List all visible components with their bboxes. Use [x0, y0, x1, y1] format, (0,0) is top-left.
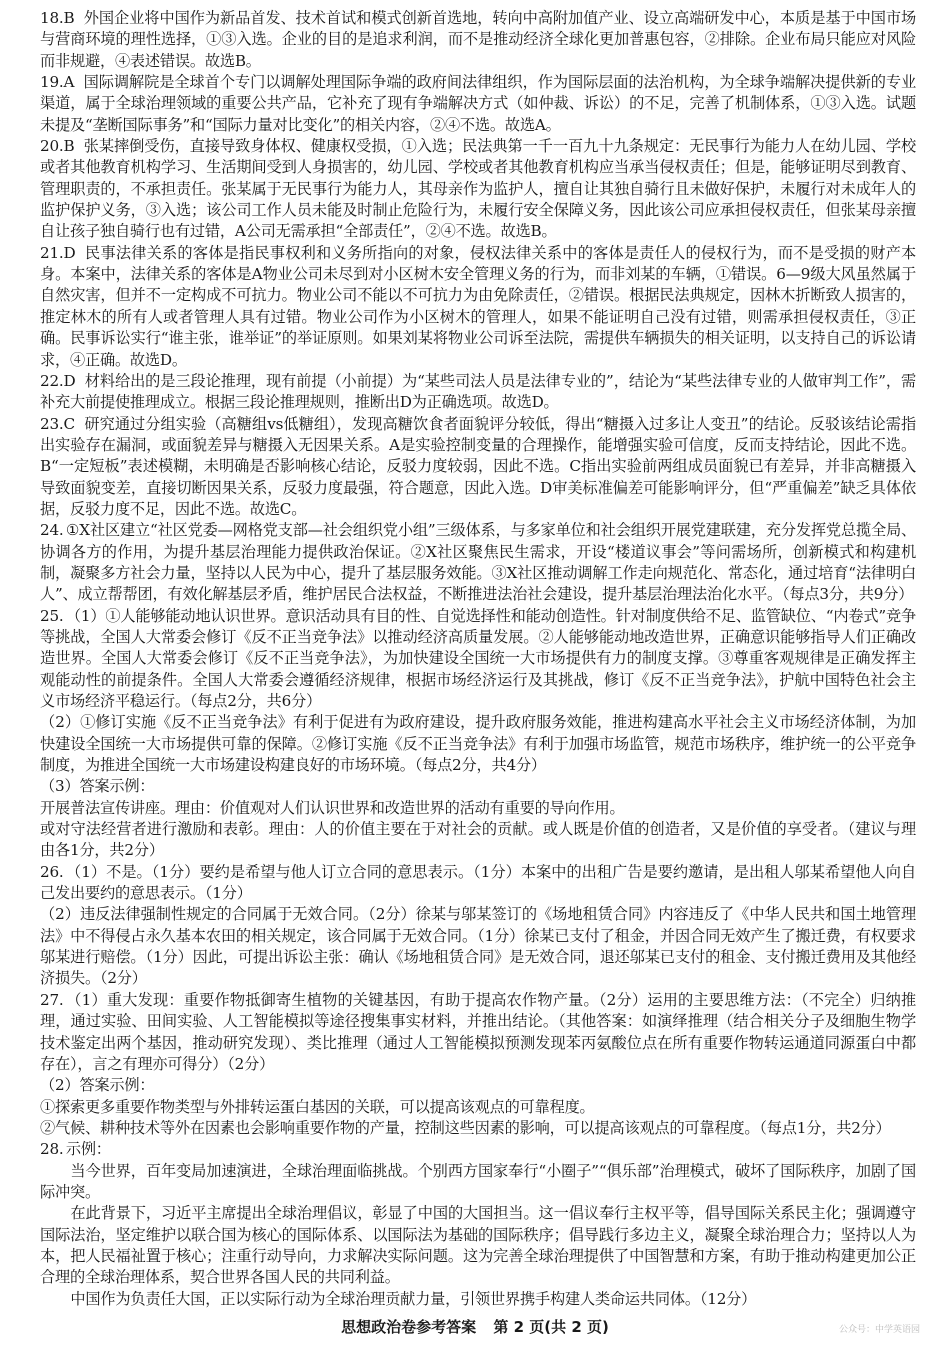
- answer-item: [40, 606, 916, 862]
- answer-item: [40, 243, 916, 371]
- answer-paragraph: [40, 798, 916, 819]
- question-number: 25.: [40, 606, 64, 625]
- answer-paragraph: [40, 904, 916, 989]
- answer-paragraph: [40, 862, 916, 905]
- answer-text: ①X社区建立“社区党委—网格党支部—社会组织党小组”三级体系，与多家单位和社会组织开展党建联建，充分发挥党总揽全局、协调各方的作用，为提升基层治理能力提供政治保证。②X社区聚焦民生需求，开设“楼道议事会”等问需场所，创新模式和构建机制，凝聚多方社会力量，坚持以人民为中心，提升了基层服务效能。③X社区推动调解工作走向规范化、常态化，通过培育“法律明白人”、成立帮帮团，有效化解基层矛盾，维护居民合法权益，不断推进法治社会建设，提升基层治理法治化水平。（每点3分，共9分）: [40, 521, 916, 604]
- question-number: 18.B: [40, 9, 75, 27]
- answer-text: 在此背景下，习近平主席提出全球治理倡议，彰显了中国的大国担当。这一倡议奉行主权平等，倡导国际关系民主化；强调遵守国际法治，坚定维护以联合国为核心的国际体系、以国际法为基础的国际秩序；倡导践行多边主义，凝聚全球治理合力；坚持以人为本，把人民福祉置于核心；注重行动导向，力求解决实际问题。这为完善全球治理提供了中国智慧和方案，有助于推动构建更加公正合理的全球治理体系，契合世界各国人民的共同利益。: [40, 1204, 916, 1287]
- footer-title: 思想政治卷参考答案: [341, 1318, 477, 1336]
- answer-paragraph: [40, 1203, 916, 1288]
- answer-text: 国际调解院是全球首个专门以调解处理国际争端的政府间法律组织，作为国际层面的法治机构，为全球争端解决提供新的专业渠道，属于全球治理领域的重要公共产品，它补充了现有争端解决方式（如仲裁、诉讼）的不足，完善了机制体系，①③入选。试题未提及“垄断国际事务”和“国际力量对比变化”的相关内容，②④不选。故选A。: [40, 73, 916, 134]
- question-number: 26.: [40, 862, 64, 881]
- answer-text: 当今世界，百年变局加速演进，全球治理面临挑战。个别西方国家奉行“小圈子”“俱乐部”治理模式，破坏了国际秩序，加剧了国际冲突。: [40, 1161, 916, 1201]
- question-number: 27.: [40, 990, 64, 1009]
- answer-paragraph: [40, 1118, 916, 1139]
- answer-item: [40, 862, 916, 990]
- answer-item: [40, 8, 916, 72]
- answer-text: （1）不是。（1分）要约是希望与他人订立合同的意思表示。（1分）本案中的出租广告是要约邀请，是出租人邬某希望他人向自己发出要约的意思表示。（1分）: [40, 862, 916, 903]
- answer-paragraph: [40, 8, 916, 72]
- answer-text: 开展普法宣传讲座。理由：价值观对人们认识世界和改造世界的活动有重要的导向作用。: [40, 798, 625, 817]
- answer-item: [40, 72, 916, 136]
- question-number: 22.D: [40, 371, 76, 390]
- answer-paragraph: [40, 990, 916, 1075]
- answer-item: [40, 520, 916, 605]
- answer-text: 张某摔倒受伤，直接导致身体权、健康权受损，①入选；民法典第一千一百九十九条规定：无民事行为能力人在幼儿园、学校或者其他教育机构学习、生活期间受到人身损害的，幼儿园、学校或者其他教育机构应当承当侵权责任；但是，能够证明尽到教育、管理职责的，不承担责任。张某属于无民事行为能力人，其母亲作为监护人，擅自让其独自骑行且未做好保护，未履行对未成年人的监护保护义务，③入选；该公司工作人员未能及时制止危险行为，未履行安全保障义务，因此该公司应承担侵权责任，但张某母亲擅自让孩子独自骑行也有过错，A公司无需承担“全部责任”，②④不选。故选B。: [40, 137, 916, 241]
- question-number: 23.C: [40, 414, 75, 433]
- answer-item: [40, 136, 916, 243]
- answer-text: （3）答案示例：: [40, 777, 155, 796]
- answer-text: （2）①修订实施《反不正当竞争法》有利于促进有为政府建设，提升政府服务效能，推进构建高水平社会主义市场经济体制，为加快建设全国统一大市场提供可靠的保障。②修订实施《反不正当竞争法》有利于加强市场监管，规范市场秩序，维护统一的公平竞争制度，为推进全国统一大市场建设构建良好的市场环境。（每点2分，共4分）: [40, 713, 916, 775]
- answer-paragraph: [40, 243, 916, 371]
- answer-text: 研究通过分组实验（高糖组vs低糖组），发现高糖饮食者面貌评分较低，得出“糖摄入过多让人变丑”的结论。反驳该结论需指出实验存在漏洞，或面貌差异与糖摄入无因果关系。A是实验控制变量的合理操作，能增强实验可信度，反而支持结论，因此不选。B“一定短板”表述模糊，未明确是否影响核心结论，反驳力度较弱，因此不选。C指出实验前两组成员面貌已有差异，并非高糖摄入导致面貌变差，直接切断因果关系，反驳力度最强，符合题意，因此入选。D审美标准偏差可能影响评分，但“严重偏差”缺乏具体依据，反驳力度不足，因此不选。故选C。: [40, 414, 916, 518]
- answer-paragraph: [40, 1097, 916, 1118]
- answer-paragraph: [40, 1075, 916, 1096]
- answer-paragraph: [40, 1289, 916, 1310]
- answer-paragraph: [40, 819, 916, 862]
- answer-text: ②气候、耕种技术等外在因素也会影响重要作物的产量，控制这些因素的影响，可以提高该观点的可靠程度。（每点1分，共2分）: [40, 1118, 891, 1137]
- answer-text: （2）违反法律强制性规定的合同属于无效合同。（2分）徐某与邬某签订的《场地租赁合同》内容违反了《中华人民共和国土地管理法》中不得侵占永久基本农田的相关规定，该合同属于无效合同。（1分）徐某已支付了租金，并因合同无效产生了搬迁费，有权要求邬某进行赔偿。（1分）因此，可提出诉讼主张：确认《场地租赁合同》是无效合同，退还邬某已支付的租金、支付搬迁费用及其他经济损失。（2分）: [40, 905, 916, 988]
- question-number: 28.: [40, 1140, 64, 1159]
- answer-paragraph: [40, 136, 916, 243]
- answer-text: （1）重大发现：重要作物抵御寄生植物的关键基因，有助于提高农作物产量。（2分）运用的主要思维方法：（不完全）归纳推理，通过实验、田间实验、人工智能模拟等途径搜集事实材料，并推出结论。（其他答案：如演绎推理（结合相关分子及细胞生物学技术鉴定出两个基因，推动研究发现）、类比推理（通过人工智能模拟预测发现苯丙氨酸位点在所有重要作物转运通道同源蛋白中都存在），言之有理亦可得分）（2分）: [40, 990, 916, 1073]
- answer-item: [40, 414, 916, 521]
- answer-item: [40, 990, 916, 1139]
- footer-page-number: 第 2 页(共 2 页): [493, 1318, 609, 1336]
- answer-paragraph: [40, 520, 916, 605]
- answer-text: 民事法律关系的客体是指民事权利和义务所指向的对象，侵权法律关系中的客体是责任人的侵权行为，而不是受损的财产本身。本案中，法律关系的客体是A物业公司未尽到对小区树木安全管理义务的行为，而非刘某的车辆，①错误。6—9级大风虽然属于自然灾害，但并不一定构成不可抗力。物业公司不能以不可抗力为由免除责任，②错误。根据民法典规定，因林木折断致人损害的，推定林木的所有人或者管理人具有过错。物业公司作为小区树木的管理人，如果不能证明自己没有过错，则需承担侵权责任，③正确。民事诉讼实行“谁主张，谁举证”的举证原则。如果刘某将物业公司诉至法院，需提供车辆损失的相关证明，以支持自己的诉讼请求，④正确。故选D。: [40, 243, 916, 369]
- question-number: 24.: [40, 521, 64, 540]
- answer-paragraph: [40, 1161, 916, 1204]
- answer-text: 材料给出的是三段论推理，现有前提（小前提）为“某些司法人员是法律专业的”，结论为“某些法律专业的人做审判工作”，需补充大前提使推理成立。根据三段论推理规则，推断出D为正确选项。故选D。: [40, 371, 916, 412]
- question-number: 20.B: [40, 137, 75, 156]
- answer-text: 外国企业将中国作为新品首发、技术首试和模式创新首选地，转向中高附加值产业、设立高端研发中心，本质是基于中国市场与营商环境的理性选择，①③入选。企业的目的是追求利润，而不是推动经济全球化更加普惠包容，②排除。企业布局只能应对风险而非规避，④表述错误。故选B。: [40, 9, 916, 70]
- answer-text: （1）①人能够能动地认识世界。意识活动具有目的性、自觉选择性和能动创造性。针对制度供给不足、监管缺位、“内卷式”竞争等挑战，全国人大常委会修订《反不正当竞争法》以推动经济高质量发展。②人能够能动地改造世界，正确意识能够指导人们正确改造世界。全国人大常委会修订《反不正当竞争法》，为加快建设全国统一大市场提供有力的制度支撑。③尊重客观规律是正确发挥主观能动性的前提条件。全国人大常委会遵循经济规律，根据市场经济运行及其挑战，修订《反不正当竞争法》，护航中国特色社会主义市场经济平稳运行。（每点2分，共6分）: [40, 606, 916, 710]
- answer-paragraph: [40, 414, 916, 521]
- answer-paragraph: [40, 712, 916, 776]
- answer-text: （2）答案示例：: [40, 1076, 155, 1095]
- answer-text: 示例：: [65, 1140, 111, 1159]
- question-number: 21.D: [40, 243, 76, 262]
- page-footer: [0, 1316, 950, 1337]
- watermark: 公众号：中学英语园: [838, 1325, 920, 1335]
- answer-item: [40, 1139, 916, 1310]
- answer-item: [40, 371, 916, 414]
- answer-text: 中国作为负责任大国，正以实际行动为全球治理贡献力量，引领世界携手构建人类命运共同体。（12分）: [70, 1289, 757, 1308]
- answer-document: [40, 8, 916, 1310]
- answer-text: 或对守法经营者进行激励和表彰。理由：人的价值主要在于对社会的贡献。或人既是价值的创造者，又是价值的享受者。（建议与理由各1分，共2分）: [40, 820, 916, 860]
- answer-paragraph: [40, 1139, 916, 1160]
- answer-paragraph: [40, 72, 916, 136]
- answer-text: ①探索更多重要作物类型与外排转运蛋白基因的关联，可以提高该观点的可靠程度。: [40, 1097, 595, 1116]
- answer-paragraph: [40, 776, 916, 797]
- question-number: 19.A: [40, 73, 75, 92]
- answer-paragraph: [40, 371, 916, 414]
- answer-paragraph: [40, 606, 916, 713]
